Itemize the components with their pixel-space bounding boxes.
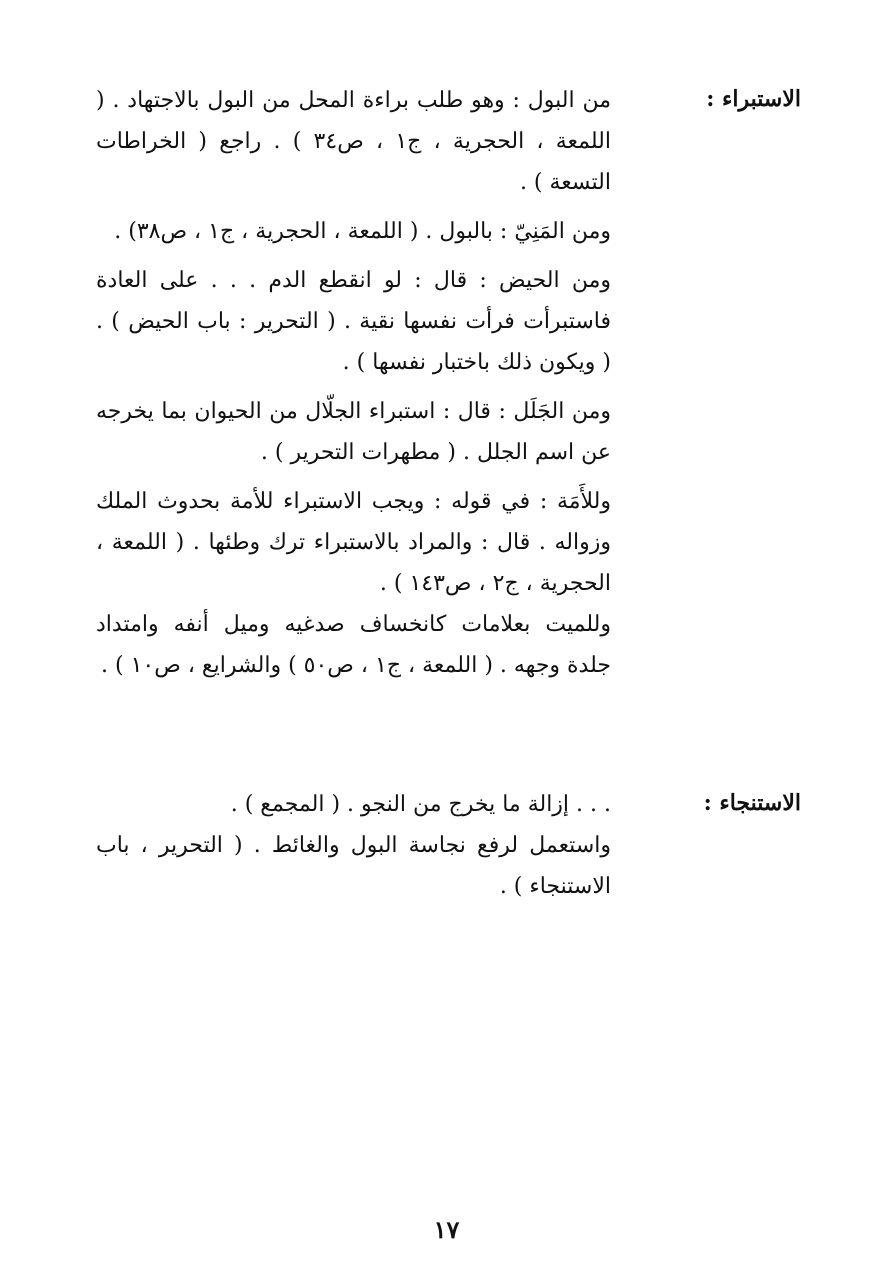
definition-paragraph-urine: من البول : وهو طلب براءة المحل من البول بالاجتهاد . ( اللمعة ، الحجرية ، ج١ ، ص٣٤ ) . راجع ( الخراطات التسعة ) .	[96, 88, 611, 195]
entry-term: الاستنجاء :	[703, 790, 801, 816]
definition-paragraph-semen: ومن المَنِيّ : بالبول . ( اللمعة ، الحجرية ، ج١ ، ص٣٨) .	[114, 219, 611, 244]
entry-definition	[96, 784, 611, 907]
definition-paragraph-jalal: ومن الجَلَل : قال : استبراء الجلّال من الحيوان بما يخرجه عن اسم الجلل . ( مطهرات التحرير ) .	[96, 399, 611, 465]
page-number: ١٧	[433, 1215, 460, 1244]
definition-paragraph-menses: ومن الحيض : قال : لو انقطع الدم . . . على العادة فاستبرأت فرأت نفسها نقية . ( التحرير : باب الحيض ) . ( ويكون ذلك باختبار نفسها ) .	[96, 268, 611, 375]
definition-paragraph-dead: وللميت بعلامات كانخساف صدغيه وميل أنفه وامتداد جلدة وجهه . ( اللمعة ، ج١ ، ص٥٠ ) والشرايع ، ص١٠ ) .	[96, 612, 611, 678]
definition-paragraph-removal: . . . إزالة ما يخرج من النجو . ( المجمع ) .	[230, 792, 611, 817]
entry-definition	[96, 80, 611, 686]
definition-paragraph-usage: واستعمل لرفع نجاسة البول والغائط . ( التحرير ، باب الاستنجاء ) .	[96, 833, 611, 899]
entry-term: الاستبراء :	[706, 86, 801, 112]
definition-paragraph-slave: وللأَمَة : في قوله : ويجب الاستبراء للأمة بحدوث الملك وزواله . قال : والمراد بالاستبراء ترك وطئها . ( اللمعة ، الحجرية ، ج٢ ، ص١٤٣ ) .	[96, 489, 611, 596]
